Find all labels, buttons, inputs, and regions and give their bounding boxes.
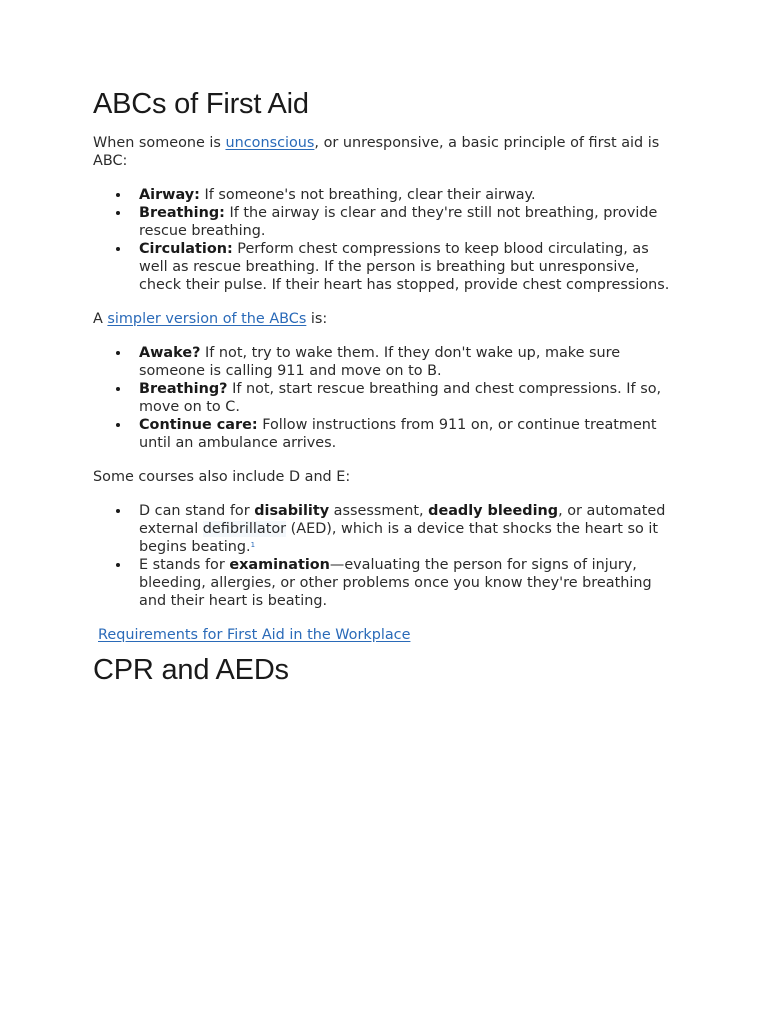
article-body	[93, 84, 678, 690]
related-article-link[interactable]: Requirements for First Aid in the Workplace	[98, 627, 411, 643]
simpler-intro-after: is:	[306, 311, 328, 327]
list-item	[139, 240, 678, 294]
abc-intro-paragraph	[93, 134, 678, 170]
list-item-text: Perform chest compressions to keep blood circulating, as well as rescue breathing. If the person is breathing but unresponsive, check their pulse. If their heart has stopped, provide chest compressions.	[139, 241, 670, 293]
list-item	[139, 502, 678, 556]
list-item-text: If not, try to wake them. If they don't wake up, make sure someone is calling 911 and move on to B.	[139, 345, 621, 379]
simpler-version-link[interactable]: simpler version of the ABCs	[107, 311, 307, 327]
related-article-paragraph	[98, 626, 678, 644]
list-item-text: assessment,	[329, 503, 429, 519]
simpler-abc-list	[93, 344, 678, 452]
list-item-term: Continue care:	[139, 417, 258, 433]
footnote-ref[interactable]: 1	[250, 541, 256, 549]
simpler-intro-paragraph	[93, 310, 678, 328]
simpler-intro-before: A	[93, 311, 108, 327]
list-item	[139, 556, 678, 610]
list-item	[139, 186, 678, 204]
list-item-text: Follow instructions from 911 on, or continue treatment until an ambulance arrives.	[139, 417, 657, 451]
list-item-text: If the airway is clear and they're still not breathing, provide rescue breathing.	[139, 205, 658, 239]
list-item-text: D can stand for	[139, 503, 255, 519]
list-item-text: If someone's not breathing, clear their airway.	[199, 187, 536, 203]
list-item-term: examination	[229, 557, 330, 573]
abc-intro-after: , or unresponsive, a basic principle of first aid is ABC:	[93, 135, 660, 169]
list-item	[139, 344, 678, 380]
list-item-term: disability	[254, 503, 330, 519]
list-item-term: Circulation:	[139, 241, 233, 257]
section-title-abcs: ABCs of First Aid	[93, 88, 309, 120]
de-list	[93, 502, 678, 610]
list-item-term: Breathing?	[139, 381, 228, 397]
list-item-text: If not, start rescue breathing and chest compressions. If so, move on to C.	[139, 381, 662, 415]
list-item	[139, 380, 678, 416]
section-title-cpr: CPR and AEDs	[93, 654, 289, 686]
list-item-text: E stands for	[139, 557, 230, 573]
list-item	[139, 204, 678, 240]
unconscious-link[interactable]: unconscious	[225, 135, 315, 151]
list-item-term: Airway:	[139, 187, 200, 203]
list-item-text: —evaluating the person for signs of injury, bleeding, allergies, or other problems once you know they're breathing and their heart is beating.	[139, 557, 652, 609]
abc-intro-before: When someone is	[93, 135, 226, 151]
list-item-text: , or automated external	[139, 503, 666, 537]
de-intro-paragraph: Some courses also include D and E:	[93, 469, 351, 485]
defibrillator-link[interactable]: defibrillator	[202, 521, 287, 537]
list-item-text: (AED), which is a device that shocks the heart so it begins beating.	[139, 521, 659, 555]
list-item-term: deadly bleeding	[428, 503, 559, 519]
abc-list	[93, 186, 678, 294]
list-item-term: Breathing:	[139, 205, 225, 221]
list-item	[139, 416, 678, 452]
list-item-term: Awake?	[139, 345, 201, 361]
